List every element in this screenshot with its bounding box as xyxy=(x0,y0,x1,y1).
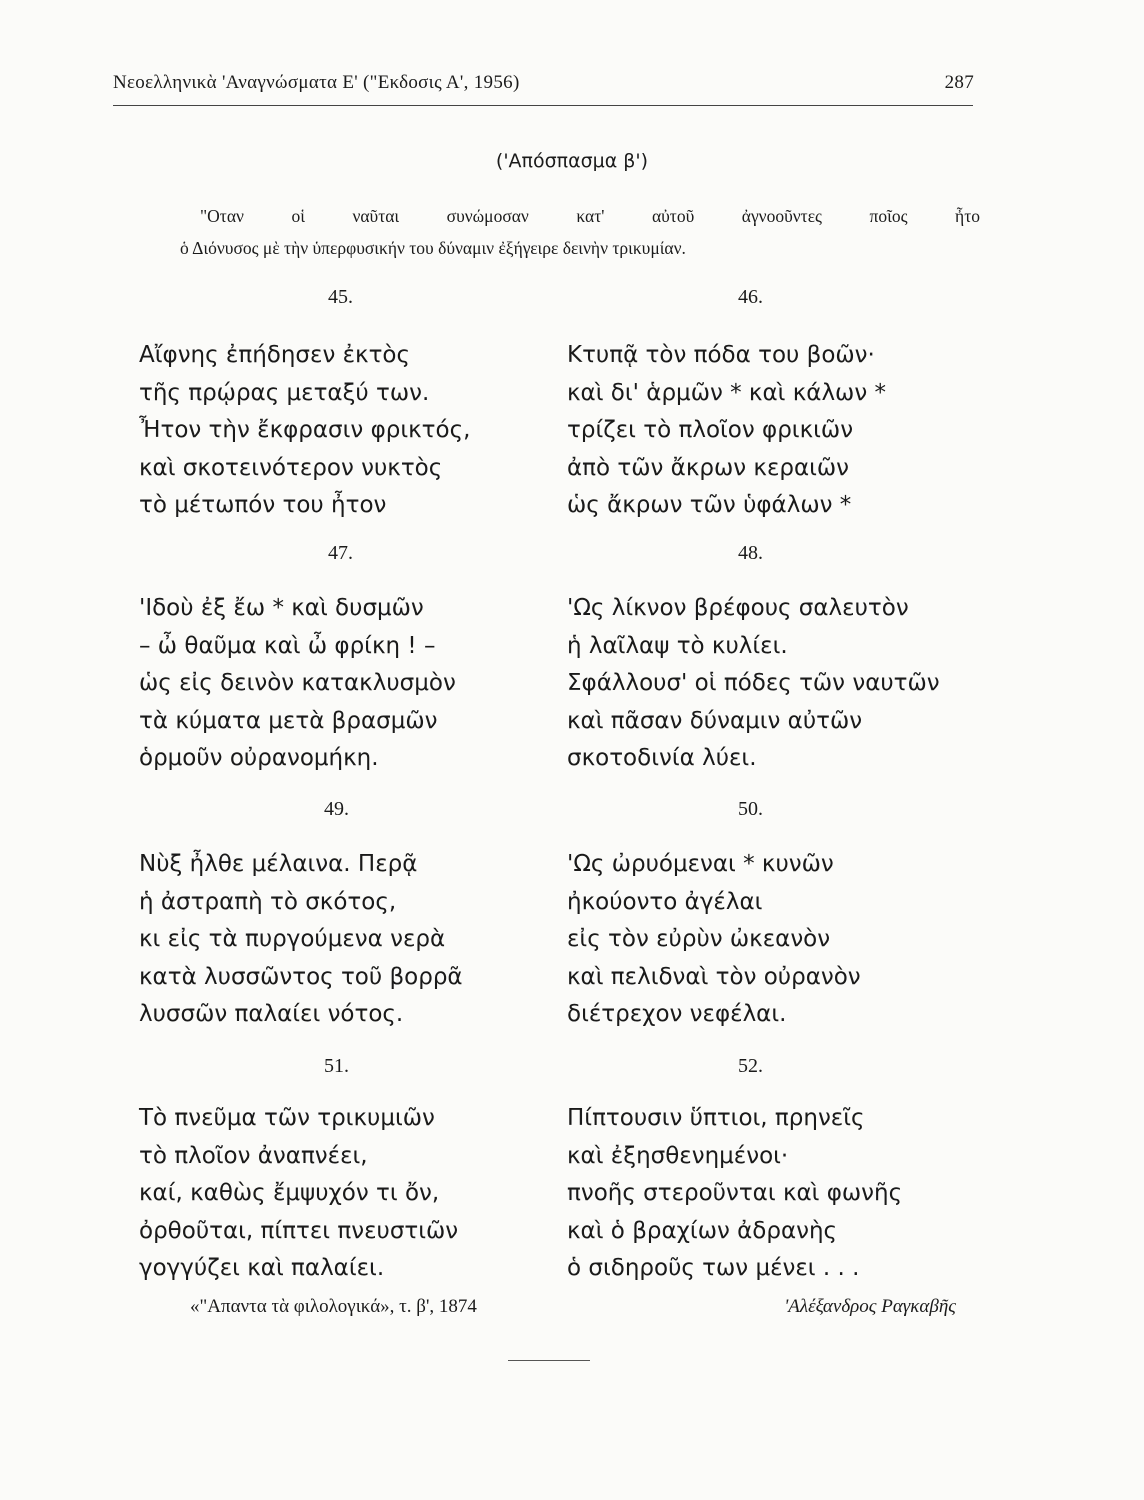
verse-line: Ἦτον τὴν ἔκφρασιν φρικτός, xyxy=(139,417,471,443)
verse-line: Αἴφνης ἐπήδησεν ἐκτὸς xyxy=(139,342,411,368)
verse-line: Νὺξ ἦλθε μέλαινα. Περᾷ xyxy=(139,851,418,877)
verse-line: εἰς τὸν εὐρὺν ὠκεανὸν xyxy=(567,926,831,952)
intro-paragraph xyxy=(180,200,980,264)
verse-line: – ὦ θαῦμα καὶ ὦ φρίκη ! – xyxy=(139,632,436,659)
verse-line: ὡς εἰς δεινὸν κατακλυσμὸν xyxy=(139,670,456,696)
verse-line: λυσσῶν παλαίει νότος. xyxy=(139,1001,404,1027)
verse-line: ἡ ἀστραπὴ τὸ σκότος, xyxy=(139,888,397,915)
verse-line: 'Ως λίκνον βρέφους σαλευτὸν xyxy=(567,595,909,621)
stanza-number-47: 47. xyxy=(328,542,353,564)
verse-line: καὶ πᾶσαν δύναμιν αὐτῶν xyxy=(567,707,863,734)
verse-line: Τὸ πνεῦμα τῶν τρικυμιῶν xyxy=(139,1105,435,1131)
verse-line: καὶ πελιδναὶ τὸν οὐρανὸν xyxy=(567,963,861,990)
stanza-48 xyxy=(567,590,940,778)
verse-line: καὶ δι' ἁρμῶν * καὶ κάλων * xyxy=(567,379,886,406)
intro-line-2: ὁ Διόνυσος μὲ τὴν ὑπερφυσικήν του δύναμιν ἐξήγειρε δεινὴν τρικυμίαν. xyxy=(180,238,686,258)
verse-line: κι εἰς τὰ πυργούμενα νερὰ xyxy=(139,926,446,952)
verse-line: τῆς πρῴρας μεταξύ των. xyxy=(139,379,430,406)
verse-line: καὶ σκοτεινότερον νυκτὸς xyxy=(139,454,443,481)
verse-line: ὁρμοῦν οὐρανομήκη. xyxy=(139,745,379,771)
stanza-51 xyxy=(139,1100,458,1288)
verse-line: ὁ σιδηροῦς των μένει . . . xyxy=(567,1255,860,1281)
verse-line: γογγύζει καὶ παλαίει. xyxy=(139,1255,385,1281)
verse-line: καί, καθὼς ἔμψυχόν τι ὄν, xyxy=(139,1180,440,1206)
stanza-50 xyxy=(567,846,861,1034)
stanza-46 xyxy=(567,337,886,525)
stanza-47 xyxy=(139,590,456,778)
stanza-number-46: 46. xyxy=(738,286,763,308)
end-rule xyxy=(508,1360,590,1361)
stanza-number-45: 45. xyxy=(328,286,353,308)
stanza-number-51: 51. xyxy=(324,1055,349,1077)
stanza-52 xyxy=(567,1100,902,1288)
verse-line: ἠκούοντο ἀγέλαι xyxy=(567,888,763,915)
verse-line: ὀρθοῦται, πίπτει πνευστιῶν xyxy=(139,1217,459,1244)
stanza-number-48: 48. xyxy=(738,542,763,564)
source-citation: «"Απαντα τὰ φιλολογικά», τ. β', 1874 xyxy=(190,1296,477,1317)
verse-line: σκοτοδινία λύει. xyxy=(567,745,757,771)
stanza-45 xyxy=(139,337,470,525)
verse-line: πνοῆς στεροῦνται καὶ φωνῆς xyxy=(567,1180,903,1206)
page-number: 287 xyxy=(944,72,974,93)
header-rule xyxy=(113,105,973,106)
verse-line: κατὰ λυσσῶντος τοῦ βορρᾶ xyxy=(139,963,463,990)
stanza-number-50: 50. xyxy=(738,798,763,820)
verse-line: τὰ κύματα μετὰ βρασμῶν xyxy=(139,707,438,734)
verse-line: ἀπὸ τῶν ἄκρων κεραιῶν xyxy=(567,454,850,481)
verse-line: 'Ως ὠρυόμεναι * κυνῶν xyxy=(567,851,834,877)
verse-line: 'Ιδοὺ ἐξ ἔω * καὶ δυσμῶν xyxy=(139,595,424,621)
verse-line: Κτυπᾷ τὸν πόδα του βοῶν· xyxy=(567,342,875,368)
stanza-number-52: 52. xyxy=(738,1055,763,1077)
verse-line: διέτρεχον νεφέλαι. xyxy=(567,1001,787,1027)
author-signature: 'Αλέξανδρος Ραγκαβῆς xyxy=(784,1296,956,1317)
intro-line-1: "Οταν οἱ ναῦται συνώμοσαν κατ' αὐτοῦ ἀγνοοῦντες ποῖος ἦτο xyxy=(200,206,980,226)
verse-line: Σφάλλουσ' οἱ πόδες τῶν ναυτῶν xyxy=(567,670,940,696)
stanza-number-49: 49. xyxy=(324,798,349,820)
stanza-49 xyxy=(139,846,463,1034)
verse-line: Πίπτουσιν ὕπτιοι, πρηνεῖς xyxy=(567,1105,865,1131)
verse-line: ὡς ἄκρων τῶν ὑφάλων * xyxy=(567,492,852,518)
verse-line: τὸ πλοῖον ἀναπνέει, xyxy=(139,1142,368,1169)
verse-line: τρίζει τὸ πλοῖον φρικιῶν xyxy=(567,417,854,443)
running-header xyxy=(113,72,974,94)
verse-line: τὸ μέτωπόν του ἦτον xyxy=(139,492,387,518)
running-title: Νεοελληνικὰ 'Αναγνώσματα Ε' ("Εκδοσις Α', 1956) xyxy=(113,72,520,93)
verse-line: καὶ ἐξησθενημένοι· xyxy=(567,1142,789,1169)
excerpt-title: ('Απόσπασμα β') xyxy=(495,150,649,172)
verse-line: ἡ λαῖλαψ τὸ κυλίει. xyxy=(567,632,788,659)
verse-line: καὶ ὁ βραχίων ἀδρανὴς xyxy=(567,1217,838,1244)
